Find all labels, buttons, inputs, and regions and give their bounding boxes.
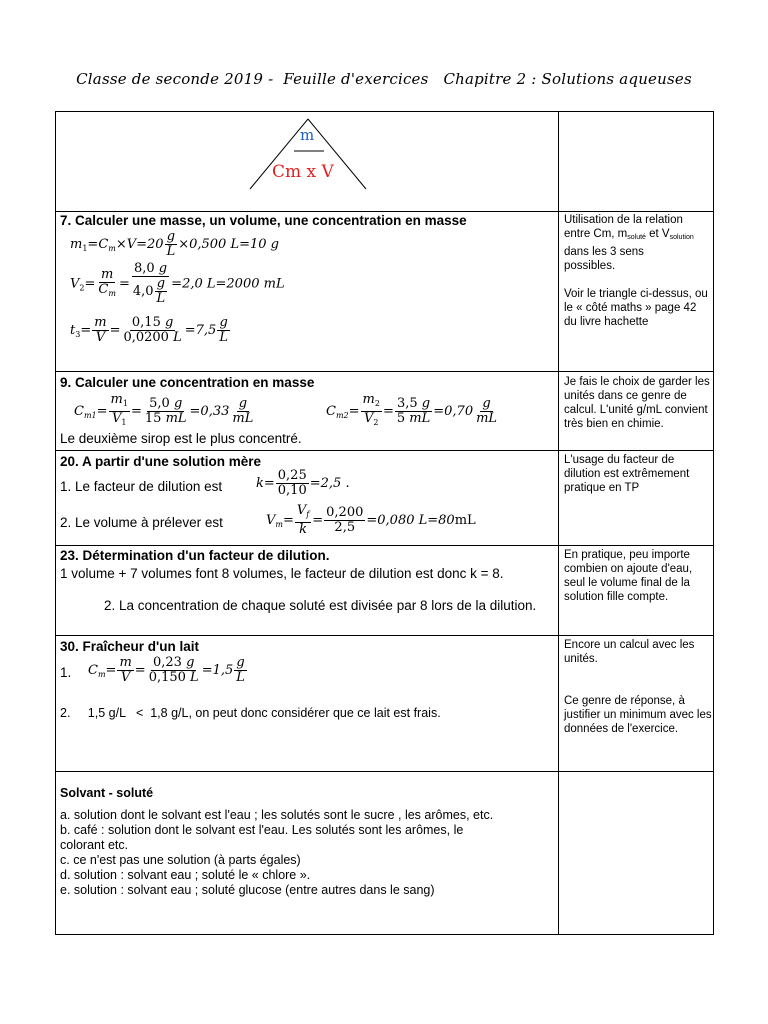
ex9-conclusion: Le deuxième sirop est le plus concentré.	[60, 431, 302, 446]
ex9-formula-1: $C_{m1}=$ $\frac{m_1}{V_1}$ = $\frac{5,0 g}{15 mL}$ =0,33 $\frac{g}{mL}$	[74, 392, 254, 427]
ex23-note: En pratique, peu importe combien on ajoute d'eau, seul le volume final de la solution fille compte.	[564, 549, 693, 603]
ex7-note: Utilisation de la relation entre Cm, msoluté et Vsolution dans les 3 sens possibles. Voir le triangle ci-dessus, ou le « côté maths » page 42 du livre hachette	[564, 214, 708, 328]
row-divider	[55, 771, 714, 772]
list-item: c. ce n'est pas une solution (à parts égales)	[60, 853, 301, 867]
ex9-note: Je fais le choix de garder les unités dans ce genre de calcul. L'unité g/mL convient très bien en chimie.	[564, 376, 710, 430]
ex7-heading: 7. Calculer une masse, un volume, une concentration en masse	[60, 213, 467, 228]
ex30-heading: 30. Fraîcheur d'un lait	[60, 639, 199, 654]
ex30-item2: 2. 1,5 g/L < 1,8 g/L, on peut donc considérer que ce lait est frais.	[60, 706, 441, 720]
ex30-note-1: Encore un calcul avec les unités.	[564, 639, 695, 665]
row-divider	[55, 635, 714, 636]
solvant-heading: Solvant - soluté	[60, 786, 154, 800]
triangle-bottom: Cm x V	[272, 162, 334, 182]
ex9-heading: 9. Calculer une concentration en masse	[60, 375, 315, 390]
ex20-formula-k: k= $\frac{0,25}{0,10}$ =2,5 .	[256, 468, 350, 498]
row-divider	[55, 371, 714, 372]
ex7-formula-mass: $m_1=C_m\times V=20$ $\frac{g}{L}$ ×0,500 L=10 g	[70, 229, 279, 259]
solvant-list	[60, 808, 554, 898]
ex20-line1: 1. Le facteur de dilution est	[60, 479, 223, 494]
list-item: d. solution : solvant eau ; soluté le « chlore ».	[60, 868, 311, 882]
row-divider	[55, 450, 714, 451]
list-item: a. solution dont le solvant est l'eau ; les solutés sont le sucre , les arômes, etc.	[60, 808, 494, 822]
triangle-top: m	[300, 126, 315, 144]
ex23-line1: 1 volume + 7 volumes font 8 volumes, le facteur de dilution est donc k = 8.	[60, 566, 504, 581]
page-title: Classe de seconde 2019 - Feuille d'exercices Chapitre 2 : Solutions aqueuses	[76, 70, 692, 88]
ex7-formula-concentration: $t_3=$ $\frac{m}{V}$ = $\frac{0,15 g}{0,0200 L}$ =7,5 $\frac{g}{L}$	[70, 315, 228, 345]
ex30-note-2: Ce genre de réponse, à justifier un minimum avec les données de l'exercice.	[564, 695, 712, 735]
row-divider	[55, 211, 714, 212]
list-item: b. café : solution dont le solvant est l'eau. Les solutés sont les arômes, le	[60, 823, 464, 837]
ex20-note: L'usage du facteur de dilution est extrêmement pratique en TP	[564, 454, 690, 494]
ex30-item1: 1.	[60, 665, 72, 680]
ex23-line2: 2. La concentration de chaque soluté est divisée par 8 lors de la dilution.	[104, 598, 537, 613]
ex20-line2: 2. Le volume à prélever est	[60, 515, 223, 530]
ex23-heading: 23. Détermination d'un facteur de dilution.	[60, 548, 330, 563]
row-divider	[55, 545, 714, 546]
ex20-heading: 20. A partir d'une solution mère	[60, 454, 261, 469]
ex30-formula: $C_m=$ $\frac{m}{V}$ = $\frac{0,23 g}{0,150 L}$ =1,5 $\frac{g}{L}$	[88, 655, 245, 685]
ex20-formula-v: $V_m=$ $\frac{V_f}{k}$ = $\frac{0,200}{2,5}$ =0,080 L=80mL	[266, 503, 476, 537]
ex7-formula-volume: $V_2=$ $\frac{m}{C_m}$ = 8,0 g 4,0 $\frac{g}{L}$ =2,0 L=2000 mL	[70, 261, 285, 306]
list-item: e. solution : solvant eau ; soluté glucose (entre autres dans le sang)	[60, 883, 435, 897]
list-item: colorant etc.	[60, 838, 129, 852]
ex9-formula-2: $C_{m2}=$ $\frac{m_2}{V_2}$ = $\frac{3,5 g}{5 mL}$ =0,70 $\frac{g}{mL}$	[326, 392, 498, 427]
column-divider	[558, 111, 559, 935]
